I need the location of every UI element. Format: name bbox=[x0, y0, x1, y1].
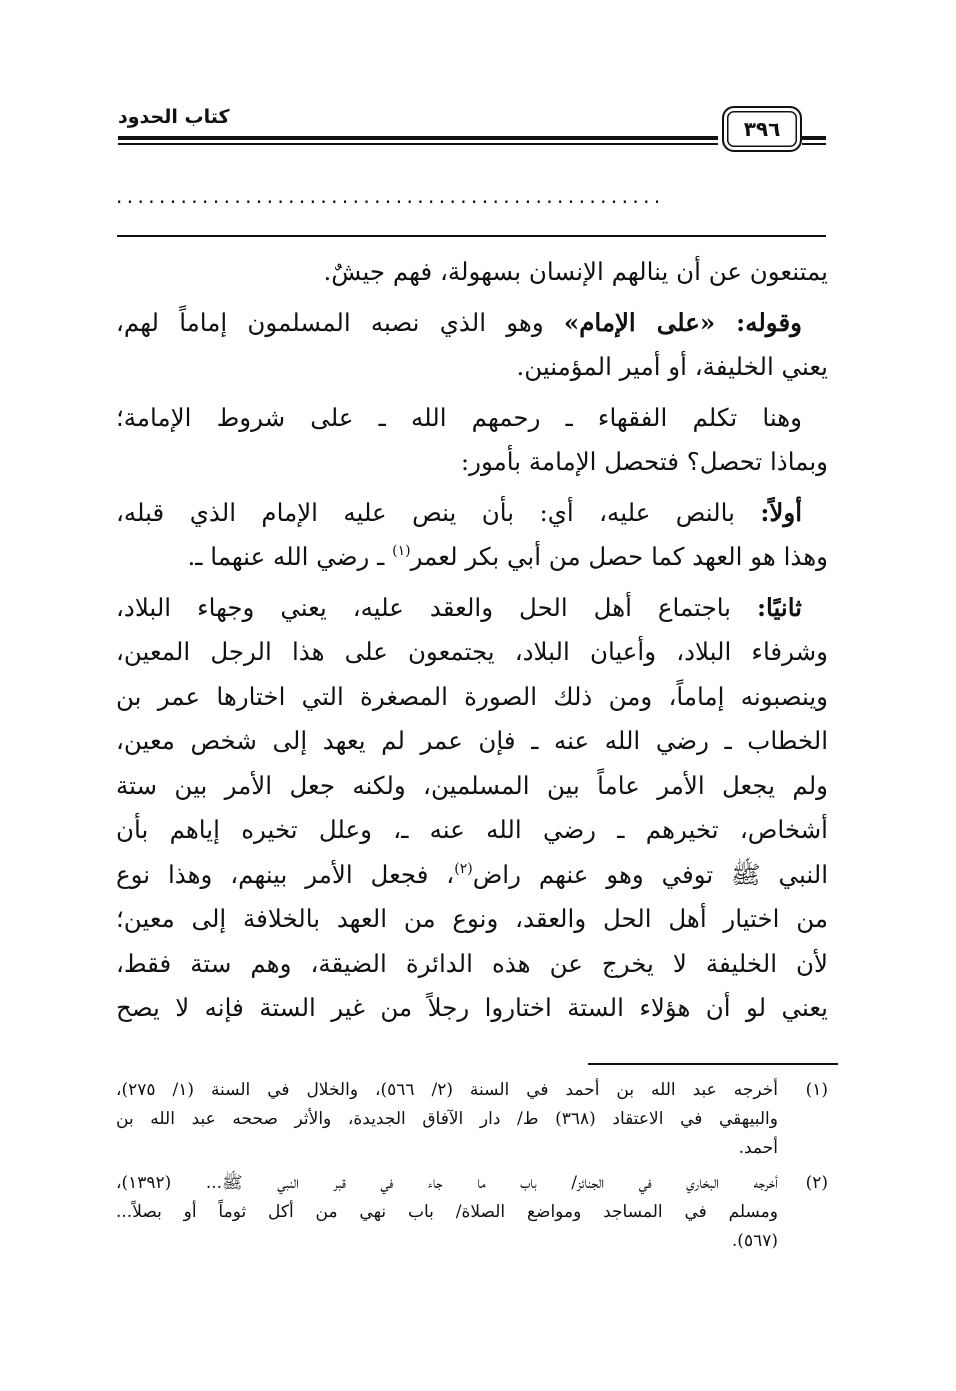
footnote-line: أخرجه البخاري في الجنائز/ باب ما جاء في قبر النبي ﷺ... (١٣٩٢)، bbox=[116, 1173, 778, 1193]
text-line bbox=[116, 535, 828, 580]
footnote-2 bbox=[116, 1169, 828, 1256]
text-line bbox=[116, 301, 828, 346]
text-line: وبماذا تحصل؟ فتحصل الإمامة بأمور: bbox=[460, 447, 828, 476]
footnote-line: أخرجه عبد الله بن أحمد في السنة (٢/ ٥٦٦)، والخلال في السنة (١/ ٢٧٥)، bbox=[116, 1080, 778, 1100]
page-number: ٣٩٦ bbox=[743, 117, 781, 141]
page-header bbox=[118, 96, 826, 156]
paragraph-3 bbox=[116, 396, 828, 485]
header-rule-thick-right bbox=[802, 136, 826, 140]
main-text bbox=[116, 250, 828, 1031]
text-line: أشخاص، تخيرهم ـ رضي الله عنه ـ، وعلل تخيره إياهم بأن bbox=[116, 815, 828, 844]
text-line bbox=[116, 586, 828, 631]
bold-lead: وقوله: «على الإمام» bbox=[563, 307, 802, 337]
footnote-line: أحمد. bbox=[738, 1138, 778, 1158]
dotted-line: ................................................... bbox=[116, 186, 665, 206]
footnote-number: (١) bbox=[805, 1080, 828, 1100]
text-line: الخطاب ـ رضي الله عنه ـ فإن عمر لم يعهد إلى شخص معين، bbox=[116, 726, 828, 755]
text-line: من اختيار أهل الحل والعقد، ونوع من العهد بالخلافة إلى معين؛ bbox=[116, 904, 828, 933]
footnote-line: ومسلم في المساجد ومواضع الصلاة/ باب نهي من أكل ثوماً أو بصلاً... bbox=[116, 1202, 778, 1222]
text-separator bbox=[117, 235, 826, 237]
text-span: ، فجعل الأمر بينهم، وهذا نوع bbox=[116, 859, 455, 889]
text-line bbox=[116, 491, 828, 536]
text-line: وشرفاء البلاد، وأعيان البلاد، يجتمعون على هذا الرجل المعين، bbox=[116, 637, 828, 666]
footnote-line: والبيهقي في الاعتقاد (٣٦٨) ط/ دار الآفاق الجديدة، والأثر صححه عبد الله بن bbox=[116, 1109, 778, 1129]
footnote-ref-2[interactable]: (٢) bbox=[454, 860, 473, 877]
text-line: لأن الخليفة لا يخرج عن هذه الدائرة الضيقة، وهم ستة فقط، bbox=[116, 948, 828, 978]
text-line: وهنا تكلم الفقهاء ـ رحمهم الله ـ على شروط الإمامة؛ bbox=[116, 402, 802, 432]
bold-lead: ثانيًا: bbox=[756, 592, 802, 622]
paragraph-2 bbox=[116, 301, 828, 390]
running-title: كتاب الحدود bbox=[118, 106, 230, 128]
text-span: وهذا هو العهد كما حصل من أبي بكر لعمر bbox=[410, 542, 828, 571]
page-number-frame bbox=[722, 106, 802, 152]
header-rule-thick bbox=[118, 136, 718, 140]
footnote-1 bbox=[116, 1076, 828, 1163]
text-line: ولم يجعل الأمر عاماً بين المسلمين، ولكنه جعل الأمر بين ستة bbox=[116, 770, 828, 800]
text-line: يمتنعون عن أن ينالهم الإنسان بسهولة، فهم جيشٌ. bbox=[323, 257, 828, 286]
paragraph-4 bbox=[116, 491, 828, 580]
bold-lead: أولاً: bbox=[760, 497, 802, 527]
footnote-number: (٢) bbox=[805, 1173, 828, 1193]
text-line bbox=[116, 853, 828, 898]
text-line: يعني الخليفة، أو أمير المؤمنين. bbox=[516, 352, 828, 381]
paragraph-1 bbox=[116, 250, 828, 295]
paragraph-5 bbox=[116, 586, 828, 1031]
footnote-line: (٥٦٧). bbox=[731, 1231, 778, 1251]
text-span: بالنص عليه، أي: بأن ينص عليه الإمام الذي قبله، bbox=[116, 497, 761, 527]
footnotes bbox=[116, 1076, 828, 1262]
header-rule-thin-right bbox=[802, 143, 826, 145]
footnote-separator bbox=[588, 1063, 838, 1065]
text-span: وهو الذي نصبه المسلمون إماماً لهم، bbox=[116, 307, 564, 337]
text-span: ـ رضي الله عنهما ـ. bbox=[187, 542, 393, 571]
text-span: باجتماع أهل الحل والعقد عليه، يعني وجهاء البلاد، bbox=[116, 592, 757, 622]
text-line: يعني لو أن هؤلاء الستة اختاروا رجلاً من غير الستة فإنه لا يصح bbox=[116, 993, 828, 1022]
header-rule-thin bbox=[118, 143, 718, 145]
text-line: وينصبونه إماماً، ومن ذلك الصورة المصغرة التي اختارها عمر بن bbox=[116, 681, 828, 711]
footnote-text bbox=[116, 1076, 778, 1163]
footnote-ref-1[interactable]: (١) bbox=[392, 543, 411, 559]
text-span: النبي ﷺ توفي وهو عنهم راض bbox=[472, 859, 828, 889]
footnote-text bbox=[116, 1169, 778, 1256]
